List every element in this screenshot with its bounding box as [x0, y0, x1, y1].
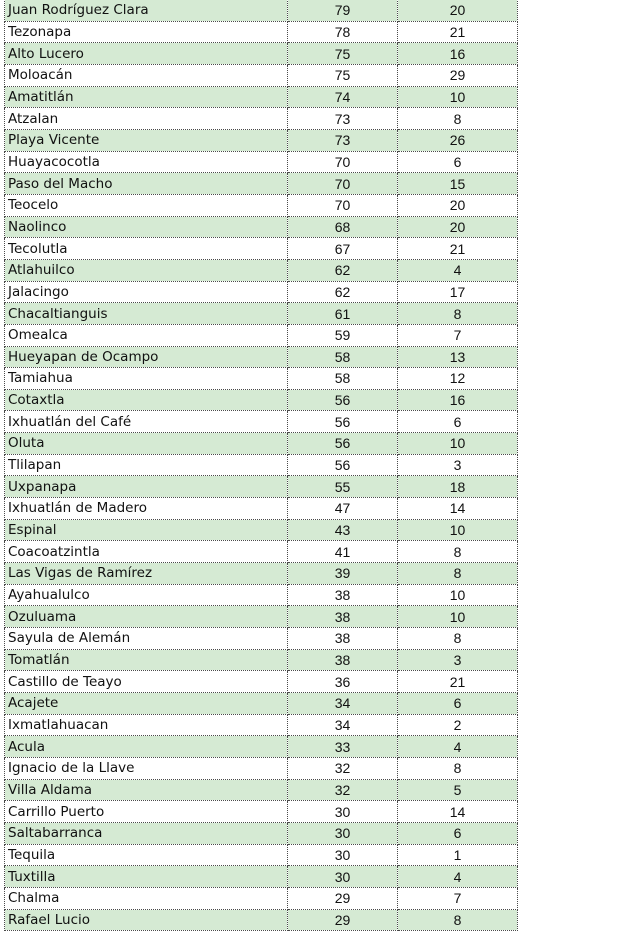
table-row [5, 693, 518, 715]
value-1-cell: 70 [288, 194, 398, 216]
value-2-cell: 13 [398, 346, 518, 368]
value-1-cell: 61 [288, 303, 398, 325]
value-2-cell: 8 [398, 628, 518, 650]
table-row [5, 584, 518, 606]
value-2-cell: 8 [398, 303, 518, 325]
value-2-cell: 14 [398, 498, 518, 520]
table-row [5, 303, 518, 325]
value-2-cell: 16 [398, 389, 518, 411]
table-row [5, 822, 518, 844]
value-1-cell: 79 [288, 0, 398, 21]
municipio-cell: Rafael Lucio [5, 909, 288, 931]
table-row [5, 866, 518, 888]
value-2-cell: 18 [398, 476, 518, 498]
municipio-cell: Huayacocotla [5, 151, 288, 173]
municipio-cell: Atlahuilco [5, 259, 288, 281]
municipio-cell: Playa Vicente [5, 129, 288, 151]
table-row [5, 194, 518, 216]
municipio-cell: Amatitlán [5, 86, 288, 108]
table-row [5, 757, 518, 779]
value-1-cell: 67 [288, 238, 398, 260]
municipio-cell: Acajete [5, 693, 288, 715]
value-2-cell: 7 [398, 324, 518, 346]
table-row [5, 368, 518, 390]
municipio-cell: Paso del Macho [5, 173, 288, 195]
table-row [5, 0, 518, 21]
table-row [5, 909, 518, 931]
value-2-cell: 6 [398, 151, 518, 173]
value-1-cell: 70 [288, 151, 398, 173]
municipio-cell: Atzalan [5, 108, 288, 130]
value-2-cell: 17 [398, 281, 518, 303]
municipio-cell: Naolinco [5, 216, 288, 238]
value-2-cell: 10 [398, 433, 518, 455]
value-1-cell: 34 [288, 714, 398, 736]
value-1-cell: 38 [288, 649, 398, 671]
value-1-cell: 38 [288, 628, 398, 650]
value-2-cell: 29 [398, 64, 518, 86]
table-row [5, 346, 518, 368]
value-1-cell: 58 [288, 346, 398, 368]
value-1-cell: 78 [288, 21, 398, 43]
table-row [5, 801, 518, 823]
table-row [5, 736, 518, 758]
value-1-cell: 33 [288, 736, 398, 758]
value-1-cell: 30 [288, 844, 398, 866]
value-2-cell: 10 [398, 584, 518, 606]
value-2-cell: 4 [398, 866, 518, 888]
table-row [5, 64, 518, 86]
municipio-cell: Saltabarranca [5, 822, 288, 844]
municipio-cell: Tequila [5, 844, 288, 866]
value-1-cell: 36 [288, 671, 398, 693]
table-row [5, 628, 518, 650]
municipio-cell: Ayahualulco [5, 584, 288, 606]
value-2-cell: 4 [398, 736, 518, 758]
table-row [5, 43, 518, 65]
table-row [5, 324, 518, 346]
table-row [5, 173, 518, 195]
value-1-cell: 32 [288, 779, 398, 801]
value-2-cell: 6 [398, 822, 518, 844]
value-1-cell: 73 [288, 108, 398, 130]
table-row [5, 563, 518, 585]
value-2-cell: 4 [398, 259, 518, 281]
table-row [5, 216, 518, 238]
table-row [5, 498, 518, 520]
municipio-cell: Moloacán [5, 64, 288, 86]
value-2-cell: 21 [398, 671, 518, 693]
table-row [5, 433, 518, 455]
municipio-cell: Omealca [5, 324, 288, 346]
value-2-cell: 6 [398, 411, 518, 433]
table-row [5, 671, 518, 693]
value-1-cell: 38 [288, 606, 398, 628]
value-2-cell: 10 [398, 86, 518, 108]
municipio-cell: Acula [5, 736, 288, 758]
municipality-table [4, 0, 518, 931]
value-2-cell: 16 [398, 43, 518, 65]
municipio-cell: Oluta [5, 433, 288, 455]
value-1-cell: 75 [288, 64, 398, 86]
municipio-cell: Tamiahua [5, 368, 288, 390]
municipio-cell: Juan Rodríguez Clara [5, 0, 288, 21]
municipio-cell: Uxpanapa [5, 476, 288, 498]
table-row [5, 86, 518, 108]
value-2-cell: 7 [398, 887, 518, 909]
table-row [5, 779, 518, 801]
table-row [5, 649, 518, 671]
value-1-cell: 56 [288, 411, 398, 433]
municipio-cell: Carrillo Puerto [5, 801, 288, 823]
value-2-cell: 8 [398, 909, 518, 931]
municipio-cell: Coacoatzintla [5, 541, 288, 563]
municipio-cell: Jalacingo [5, 281, 288, 303]
value-2-cell: 8 [398, 757, 518, 779]
value-2-cell: 1 [398, 844, 518, 866]
table-row [5, 108, 518, 130]
value-1-cell: 56 [288, 433, 398, 455]
municipio-cell: Ixmatlahuacan [5, 714, 288, 736]
municipio-cell: Espinal [5, 519, 288, 541]
value-2-cell: 20 [398, 194, 518, 216]
municipio-cell: Teocelo [5, 194, 288, 216]
municipio-cell: Tomatlán [5, 649, 288, 671]
value-1-cell: 56 [288, 454, 398, 476]
table-row [5, 238, 518, 260]
value-2-cell: 8 [398, 108, 518, 130]
value-1-cell: 62 [288, 259, 398, 281]
value-1-cell: 73 [288, 129, 398, 151]
value-1-cell: 43 [288, 519, 398, 541]
table-row [5, 259, 518, 281]
value-2-cell: 10 [398, 519, 518, 541]
table-body [5, 0, 518, 931]
table-row [5, 389, 518, 411]
municipio-cell: Alto Lucero [5, 43, 288, 65]
value-2-cell: 21 [398, 21, 518, 43]
table-row [5, 714, 518, 736]
value-2-cell: 12 [398, 368, 518, 390]
table-row [5, 411, 518, 433]
municipio-cell: Chacaltianguis [5, 303, 288, 325]
value-2-cell: 3 [398, 454, 518, 476]
value-1-cell: 56 [288, 389, 398, 411]
value-1-cell: 47 [288, 498, 398, 520]
value-2-cell: 2 [398, 714, 518, 736]
value-1-cell: 41 [288, 541, 398, 563]
table-row [5, 281, 518, 303]
value-2-cell: 5 [398, 779, 518, 801]
table-row [5, 151, 518, 173]
value-1-cell: 39 [288, 563, 398, 585]
value-2-cell: 8 [398, 563, 518, 585]
value-2-cell: 14 [398, 801, 518, 823]
value-2-cell: 8 [398, 541, 518, 563]
municipio-cell: Cotaxtla [5, 389, 288, 411]
value-1-cell: 62 [288, 281, 398, 303]
value-1-cell: 30 [288, 866, 398, 888]
municipio-cell: Ozuluama [5, 606, 288, 628]
value-2-cell: 10 [398, 606, 518, 628]
value-2-cell: 6 [398, 693, 518, 715]
table-row [5, 519, 518, 541]
municipio-cell: Hueyapan de Ocampo [5, 346, 288, 368]
value-2-cell: 20 [398, 0, 518, 21]
value-1-cell: 38 [288, 584, 398, 606]
table-row [5, 454, 518, 476]
data-table-container [4, 0, 517, 931]
municipio-cell: Ignacio de la Llave [5, 757, 288, 779]
table-row [5, 541, 518, 563]
value-1-cell: 30 [288, 801, 398, 823]
value-1-cell: 29 [288, 887, 398, 909]
table-row [5, 129, 518, 151]
municipio-cell: Tlilapan [5, 454, 288, 476]
value-1-cell: 59 [288, 324, 398, 346]
value-1-cell: 32 [288, 757, 398, 779]
table-row [5, 476, 518, 498]
table-row [5, 887, 518, 909]
value-2-cell: 20 [398, 216, 518, 238]
value-2-cell: 3 [398, 649, 518, 671]
value-1-cell: 68 [288, 216, 398, 238]
municipio-cell: Las Vigas de Ramírez [5, 563, 288, 585]
value-1-cell: 70 [288, 173, 398, 195]
value-2-cell: 21 [398, 238, 518, 260]
municipio-cell: Sayula de Alemán [5, 628, 288, 650]
table-row [5, 844, 518, 866]
value-1-cell: 74 [288, 86, 398, 108]
value-1-cell: 30 [288, 822, 398, 844]
municipio-cell: Castillo de Teayo [5, 671, 288, 693]
municipio-cell: Ixhuatlán del Café [5, 411, 288, 433]
value-1-cell: 29 [288, 909, 398, 931]
municipio-cell: Tuxtilla [5, 866, 288, 888]
value-2-cell: 15 [398, 173, 518, 195]
municipio-cell: Tecolutla [5, 238, 288, 260]
table-row [5, 21, 518, 43]
value-1-cell: 75 [288, 43, 398, 65]
municipio-cell: Villa Aldama [5, 779, 288, 801]
value-1-cell: 34 [288, 693, 398, 715]
municipio-cell: Tezonapa [5, 21, 288, 43]
municipio-cell: Ixhuatlán de Madero [5, 498, 288, 520]
value-2-cell: 26 [398, 129, 518, 151]
table-row [5, 606, 518, 628]
value-1-cell: 55 [288, 476, 398, 498]
value-1-cell: 58 [288, 368, 398, 390]
municipio-cell: Chalma [5, 887, 288, 909]
